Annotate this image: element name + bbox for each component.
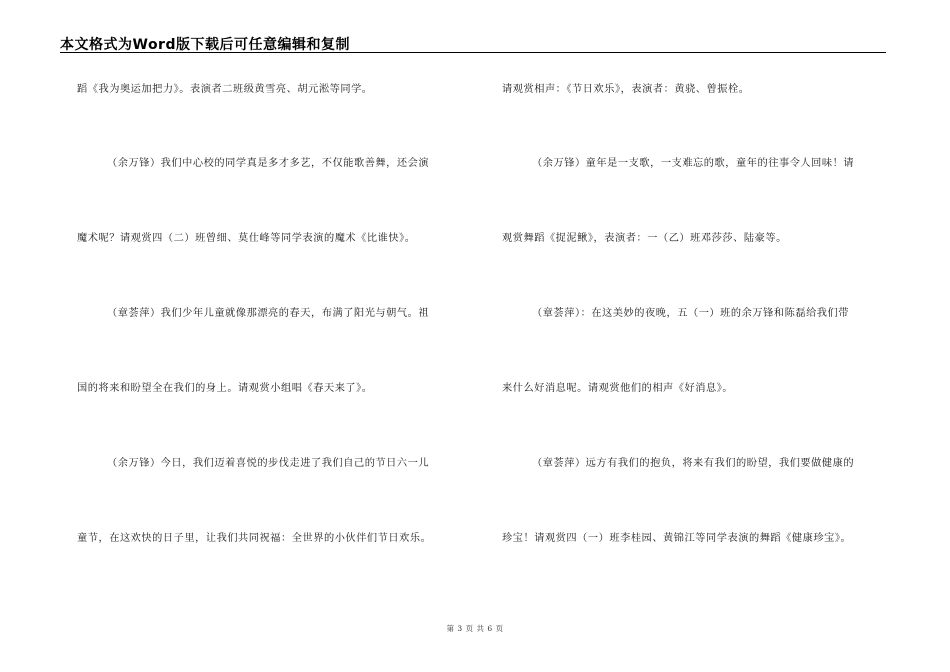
paragraph-line: 国的将来和盼望全在我们的身上。请观赏小组唱《春天来了》。 (77, 383, 373, 394)
paragraph-line: （章荟萍）我们少年儿童就像那漂亮的春天，布满了阳光与朝气。祖 (107, 308, 430, 319)
paragraph-line: 来什么好消息呢。请观赏他们的相声《好消息》。 (502, 383, 734, 394)
paragraph-line: （余万锋）童年是一支歌，一支难忘的歌，童年的往事令人回味！请 (532, 158, 855, 169)
paragraph-line: 魔术呢？请观赏四（二）班曾细、莫仕峰等同学表演的魔术《比谁快》。 (77, 233, 416, 244)
paragraph-line: 珍宝！请观赏四（一）班李桂园、黄锦江等同学表演的舞蹈《健康珍宝》。 (502, 533, 852, 544)
paragraph-line: 观赏舞蹈《捉泥鳅》，表演者：一（乙）班邓莎莎、陆豪等。 (502, 233, 787, 244)
paragraph-line: （章荟萍）远方有我们的抱负，将来有我们的盼望，我们要做健康的 (532, 458, 855, 469)
paragraph-line: 童节，在这欢快的日子里，让我们共同祝福：全世界的小伙伴们节日欢乐。 (77, 533, 432, 544)
paragraph-line: （余万锋）我们中心校的同学真是多才多艺，不仅能歌善舞，还会演 (107, 158, 430, 169)
paragraph-line: 请观赏相声：《节日欢乐》，表演者：黄骁、曾振栓。 (502, 84, 750, 95)
paragraph-line: （章荟萍）：在这美妙的夜晚，五（一）班的余万锋和陈磊给我们带 (532, 308, 850, 319)
document-notice-title: 本文格式为Word版下载后可任意编辑和复制 (60, 37, 350, 53)
header-divider (60, 52, 886, 53)
paragraph-line: 蹈《我为奥运加把力》。表演者二班级黄雪亮、胡元淞等同学。 (77, 84, 373, 95)
paragraph-line: （余万锋）今日，我们迈着喜悦的步伐走进了我们自己的节日六一儿 (107, 458, 430, 469)
page-number-footer: 第 3 页 共 6 页 (446, 624, 504, 633)
